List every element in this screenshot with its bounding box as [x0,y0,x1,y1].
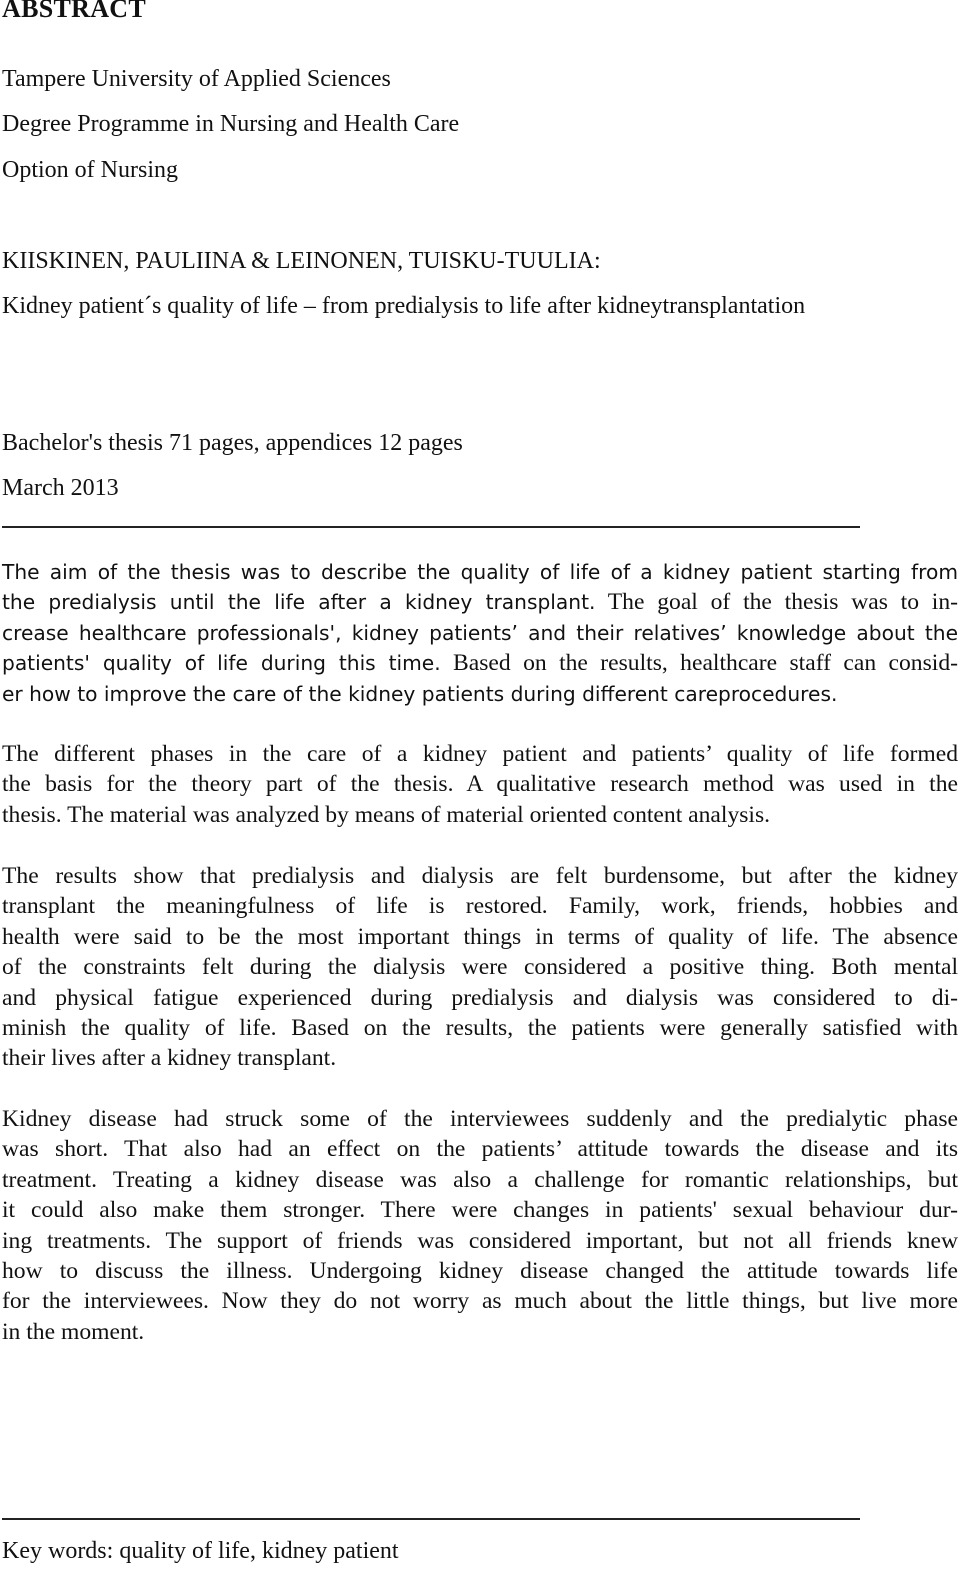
paragraph-line: how to discuss the illness. Undergoing kidney disease changed the attitude towards life [2,1258,958,1285]
abstract-paragraph-method [2,739,958,830]
paragraph-line: for the interviewees. Now they do not worry as much about the little things, but live more [2,1288,958,1315]
paragraph-line: ing treatments. The support of friends was considered important, but not all friends knew [2,1227,958,1254]
paragraph-line: crease healthcare professionals', kidney patients’ and their relatives’ knowledge about the [2,620,958,645]
divider-bottom [2,1518,860,1520]
paragraph-line: transplant the meaningfulness of life is restored. Family, work, friends, hobbies and [2,893,958,920]
paragraph-line: The different phases in the care of a kidney patient and patients’ quality of life formed [2,741,958,767]
paragraph-line: The aim of the thesis was to describe the quality of life of a kidney patient starting from [2,560,958,584]
paragraph-line: treatment. Treating a kidney disease was also a challenge for romantic relationships, but [2,1166,958,1193]
paragraph-line: thesis. The material was analyzed by means of material oriented content analysis. [2,801,771,828]
paragraph-line: it could also make them stronger. There were changes in patients' sexual behaviour dur- [2,1197,958,1224]
thesis-date: March 2013 [2,475,119,501]
paragraph-line: er how to improve the care of the kidney patients during different careprocedures. [2,681,838,706]
keywords: Key words: quality of life, kidney patient [2,1538,399,1564]
paragraph-line: patients' quality of life during this time. Based on the results, healthcare staff can consid- [2,650,958,677]
paragraph-line: Kidney disease had struck some of the interviewees suddenly and the predialytic phase [2,1106,958,1132]
paragraph-line: was short. That also had an effect on the patients’ attitude towards the disease and its [2,1136,958,1163]
abstract-paragraph-results [2,861,958,1074]
paragraph-line: and physical fatigue experienced during predialysis and dialysis was considered to di- [2,984,958,1011]
paragraph-line: health were said to be the most important things in terms of quality of life. The absence [2,923,958,950]
paragraph-segment: Based on the results, healthcare staff can consid- [440,650,958,677]
paragraph-line: minish the quality of life. Based on the results, the patients were generally satisfied with [2,1015,958,1042]
thesis-title: Kidney patient´s quality of life – from predialysis to life after kidneytransplantation [2,293,806,319]
programme-option: Option of Nursing [2,157,178,183]
institution-name: Tampere University of Applied Sciences [2,66,391,92]
paragraph-line: their lives after a kidney transplant. [2,1045,337,1072]
abstract-paragraph-aim [2,557,958,709]
thesis-info: Bachelor's thesis 71 pages, appendices 12 pages [2,430,463,456]
paragraph-line: in the moment. [2,1318,145,1345]
abstract-paragraph-findings [2,1104,958,1347]
paragraph-line: The results show that predialysis and dialysis are felt burdensome, but after the kidney [2,863,958,889]
paragraph-line: of the constraints felt during the dialysis were considered a positive thing. Both mental [2,954,958,981]
paragraph-line: the basis for the theory part of the thesis. A qualitative research method was used in the [2,771,958,798]
paragraph-line: the predialysis until the life after a kidney transplant. The goal of the thesis was to in- [2,589,958,616]
page-heading: ABSTRACT [2,0,146,23]
thesis-authors: KIISKINEN, PAULIINA & LEINONEN, TUISKU-TUULIA: [2,248,601,274]
divider-top [2,526,860,528]
paragraph-segment: The goal of the thesis was to in- [595,589,958,616]
degree-programme: Degree Programme in Nursing and Health Care [2,111,460,137]
